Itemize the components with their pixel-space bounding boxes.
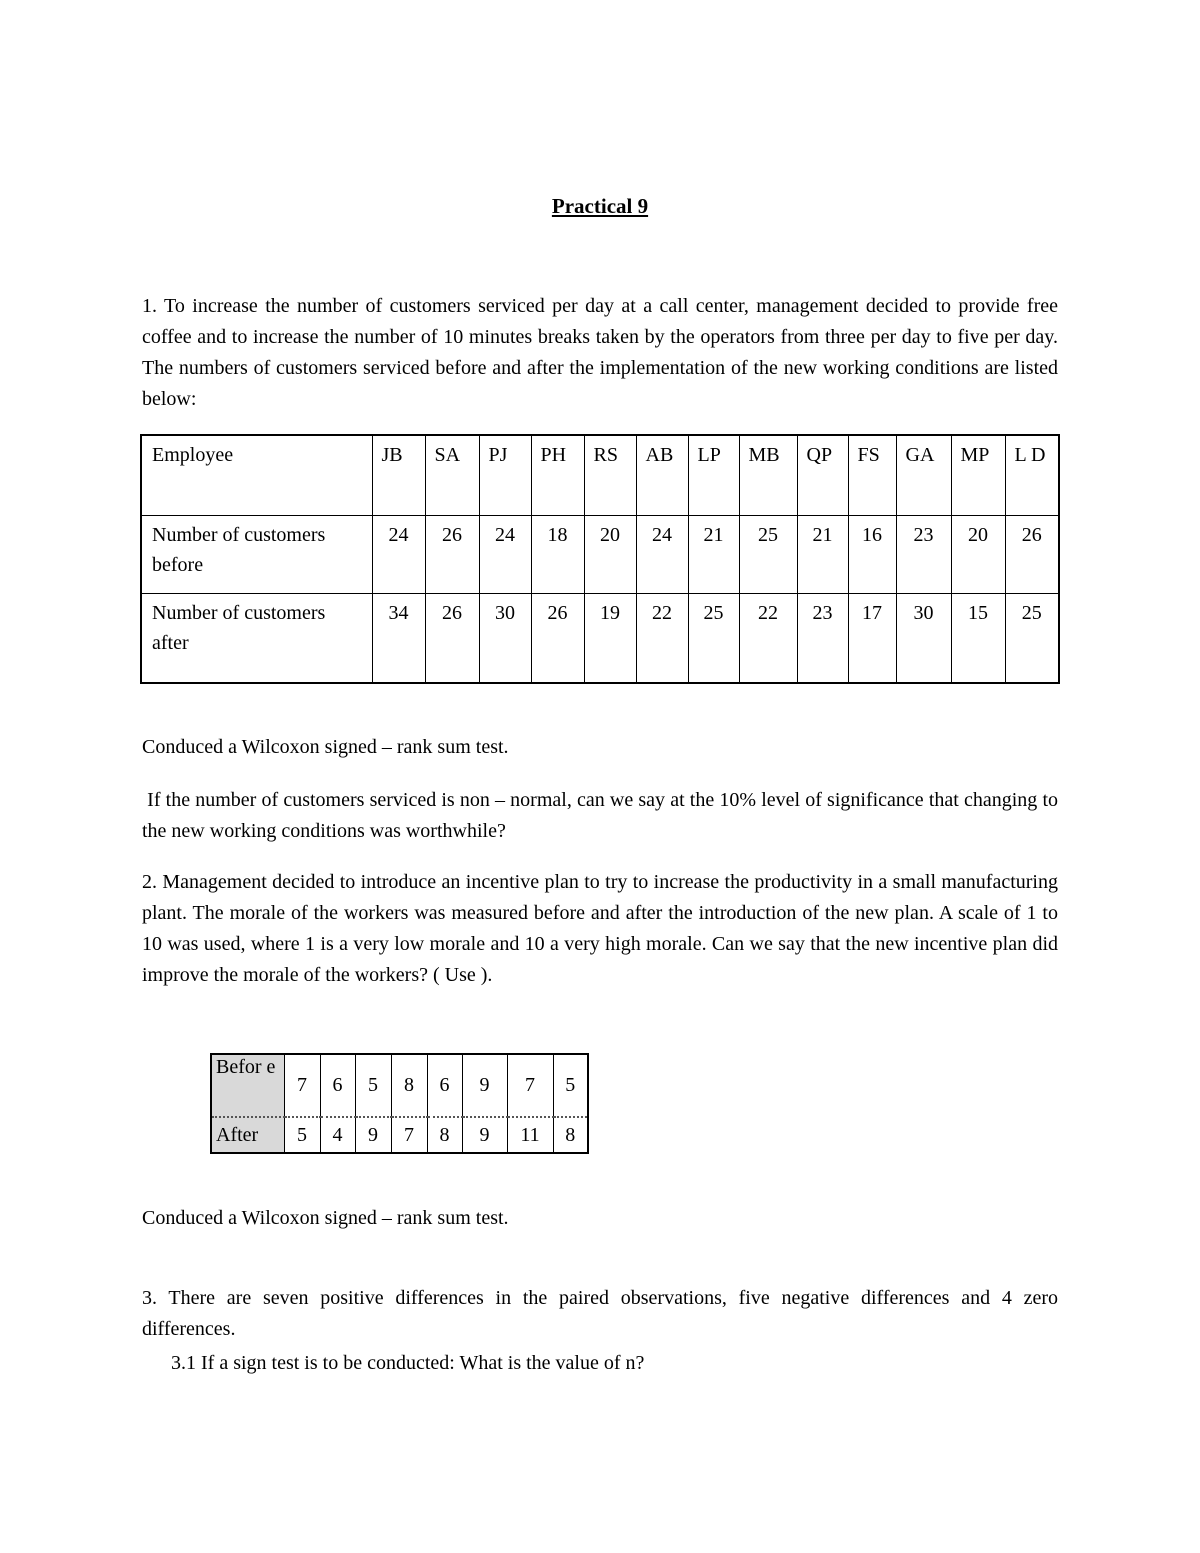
before-cell: 26: [425, 515, 479, 593]
before-cell: 24: [636, 515, 688, 593]
employee-cell: JB: [372, 435, 425, 515]
morale-before-cell: 5: [553, 1054, 588, 1117]
after-cell: 25: [688, 593, 739, 683]
after-cell: 17: [848, 593, 896, 683]
employee-cell: SA: [425, 435, 479, 515]
after-cell: 25: [1005, 593, 1059, 683]
after-cell: 22: [636, 593, 688, 683]
after-cell: 23: [797, 593, 848, 683]
question-3-1-text: 3.1 If a sign test is to be conducted: What is the value of n?: [171, 1352, 645, 1374]
employee-cell: MP: [951, 435, 1005, 515]
employee-row: [141, 435, 1059, 515]
morale-after-cell: 4: [320, 1117, 355, 1153]
morale-before-cell: 6: [427, 1054, 462, 1117]
morale-before-row: [211, 1054, 588, 1117]
morale-after-cell: 9: [355, 1117, 391, 1153]
employee-cell: AB: [636, 435, 688, 515]
row-label: Number of customers before: [141, 515, 372, 593]
row-label: Employee: [141, 435, 372, 515]
after-cell: 34: [372, 593, 425, 683]
employee-cell: GA: [896, 435, 951, 515]
question-1-text: 1. To increase the number of customers serviced per day at a call center, management decided to provide free coffee and to increase the number of 10 minutes breaks taken by the operators from three per day to five per day. The numbers of customers serviced before and after the implementation of the new working conditions are listed below:: [142, 295, 1058, 410]
before-cell: 21: [797, 515, 848, 593]
after-cell: 26: [425, 593, 479, 683]
question-3-text: 3. There are seven positive differences in the paired observations, five negative differences and 4 zero differences.: [142, 1287, 1073, 1340]
morale-before-cell: 7: [507, 1054, 553, 1117]
question-1-instruction: Conduced a Wilcoxon signed – rank sum test.: [142, 736, 509, 758]
morale-table: [210, 1053, 589, 1154]
morale-after-cell: 8: [553, 1117, 588, 1153]
page-title: Practical 9: [551, 194, 649, 218]
before-row: [141, 515, 1059, 593]
after-cell: 19: [584, 593, 636, 683]
morale-after-cell: 7: [391, 1117, 427, 1153]
employee-cell: L D: [1005, 435, 1059, 515]
after-cell: 30: [479, 593, 531, 683]
question-1-question: If the number of customers serviced is non – normal, can we say at the 10% level of significance that changing to the new working conditions was worthwhile?: [142, 789, 1064, 842]
employee-cell: PJ: [479, 435, 531, 515]
before-cell: 21: [688, 515, 739, 593]
morale-after-cell: 9: [462, 1117, 507, 1153]
after-cell: 15: [951, 593, 1005, 683]
before-cell: 24: [372, 515, 425, 593]
after-label: After: [211, 1117, 284, 1153]
morale-before-cell: 8: [391, 1054, 427, 1117]
before-cell: 20: [951, 515, 1005, 593]
morale-after-cell: 8: [427, 1117, 462, 1153]
before-cell: 26: [1005, 515, 1059, 593]
before-cell: 18: [531, 515, 584, 593]
before-cell: 24: [479, 515, 531, 593]
before-cell: 16: [848, 515, 896, 593]
morale-after-cell: 11: [507, 1117, 553, 1153]
before-cell: 25: [739, 515, 797, 593]
morale-before-cell: 6: [320, 1054, 355, 1117]
after-cell: 26: [531, 593, 584, 683]
before-cell: 20: [584, 515, 636, 593]
employee-cell: PH: [531, 435, 584, 515]
question-2-instruction: Conduced a Wilcoxon signed – rank sum test.: [142, 1207, 509, 1229]
customers-table: [140, 434, 1060, 684]
employee-cell: QP: [797, 435, 848, 515]
employee-cell: FS: [848, 435, 896, 515]
morale-before-cell: 7: [284, 1054, 320, 1117]
before-label: Befor e: [211, 1054, 284, 1117]
employee-cell: LP: [688, 435, 739, 515]
employee-cell: MB: [739, 435, 797, 515]
before-cell: 23: [896, 515, 951, 593]
morale-after-row: [211, 1117, 588, 1153]
after-row: [141, 593, 1059, 683]
question-2-text: 2. Management decided to introduce an incentive plan to try to increase the productivity in a small manufacturing plant. The morale of the workers was measured before and after the introduction of the new plan. A scale of 1 to 10 was used, where 1 is a very low morale and 10 a very high morale. Can we say that the new incentive plan did improve the morale of the workers? ( Use ).: [142, 871, 1058, 986]
row-label: Number of customers after: [141, 593, 372, 683]
morale-after-cell: 5: [284, 1117, 320, 1153]
after-cell: 30: [896, 593, 951, 683]
employee-cell: RS: [584, 435, 636, 515]
morale-before-cell: 5: [355, 1054, 391, 1117]
after-cell: 22: [739, 593, 797, 683]
morale-before-cell: 9: [462, 1054, 507, 1117]
